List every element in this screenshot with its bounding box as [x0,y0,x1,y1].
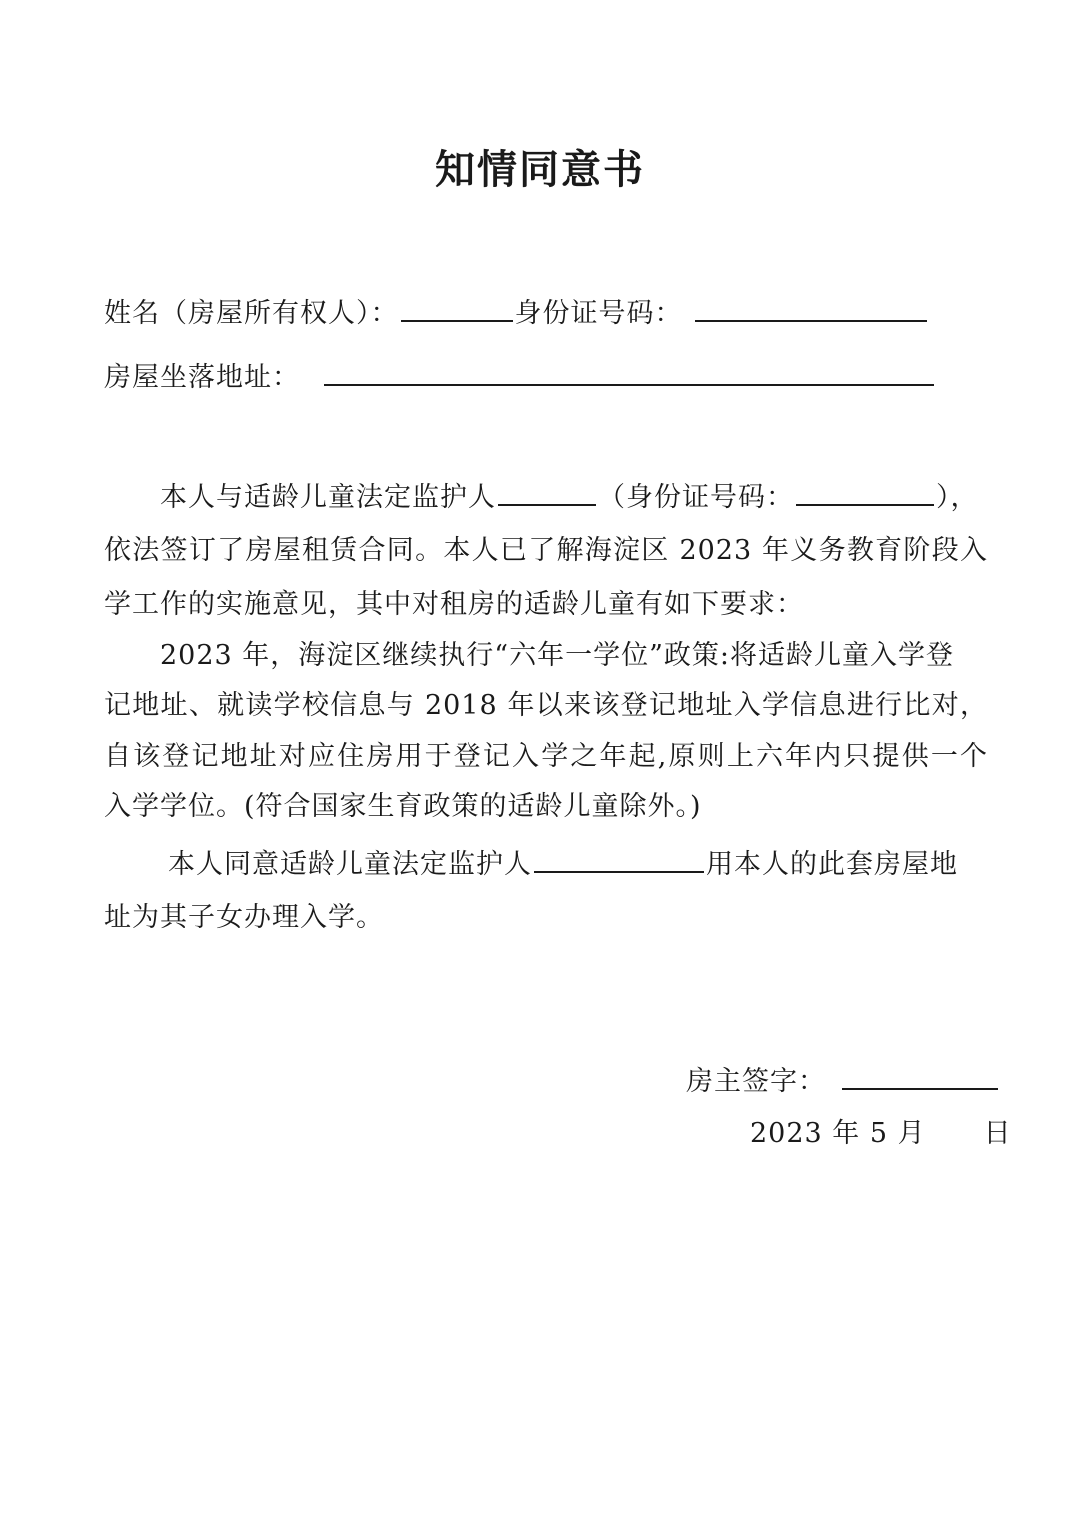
document-title: 知情同意书 [435,146,645,193]
paragraph-1-line-2: 依法签订了房屋租赁合同。本人已了解海淀区 2023 年义务教育阶段入 [104,535,988,566]
guardian-consent-blank[interactable] [534,843,704,873]
owner-info-line [104,292,929,334]
p3-text-a: 本人同意适龄儿童法定监护人 [168,849,532,880]
owner-name-label: 姓名（房屋所有权人）： [104,298,399,329]
p1-text-a: 本人与适龄儿童法定监护人 [160,482,496,513]
paragraph-3-line-1 [168,843,958,885]
paragraph-2-line-2: 记地址、就读学校信息与 2018 年以来该登记地址入学信息进行比对， [104,690,988,721]
p1-text-c: ）， [936,482,979,513]
date-line [750,1114,1012,1154]
guardian-id-blank[interactable] [796,476,934,506]
owner-name-blank[interactable] [401,292,513,322]
paragraph-2-line-3: 自该登记地址对应住房用于登记入学之年起,原则上六年内只提供一个 [104,741,988,772]
signature-line [686,1060,1000,1102]
paragraph-3-line-2: 址为其子女办理入学。 [104,902,384,933]
address-line [104,356,936,398]
p1-text-b: （身份证号码： [598,482,794,513]
p3-text-b: 用本人的此套房屋地 [706,849,958,880]
id-number-blank[interactable] [695,292,927,322]
signature-blank[interactable] [842,1060,998,1090]
date-day: 日 [983,1118,1012,1149]
address-blank[interactable] [324,356,934,386]
id-number-label: 身份证号码： [514,298,683,329]
paragraph-1-line-1 [160,476,979,518]
guardian-name-blank[interactable] [498,476,596,506]
paragraph-2-line-4: 入学学位。(符合国家生育政策的适龄儿童除外。) [104,791,702,822]
signature-label: 房主签字： [686,1066,826,1097]
paragraph-1-line-3: 学工作的实施意见，其中对租房的适龄儿童有如下要求： [104,589,804,620]
paragraph-2-line-1: 2023 年，海淀区继续执行“六年一学位”政策:将适龄儿童入学登 [160,640,954,671]
date-year-month: 2023 年 5 月 [750,1118,926,1149]
address-label: 房屋坐落地址： [104,362,300,393]
